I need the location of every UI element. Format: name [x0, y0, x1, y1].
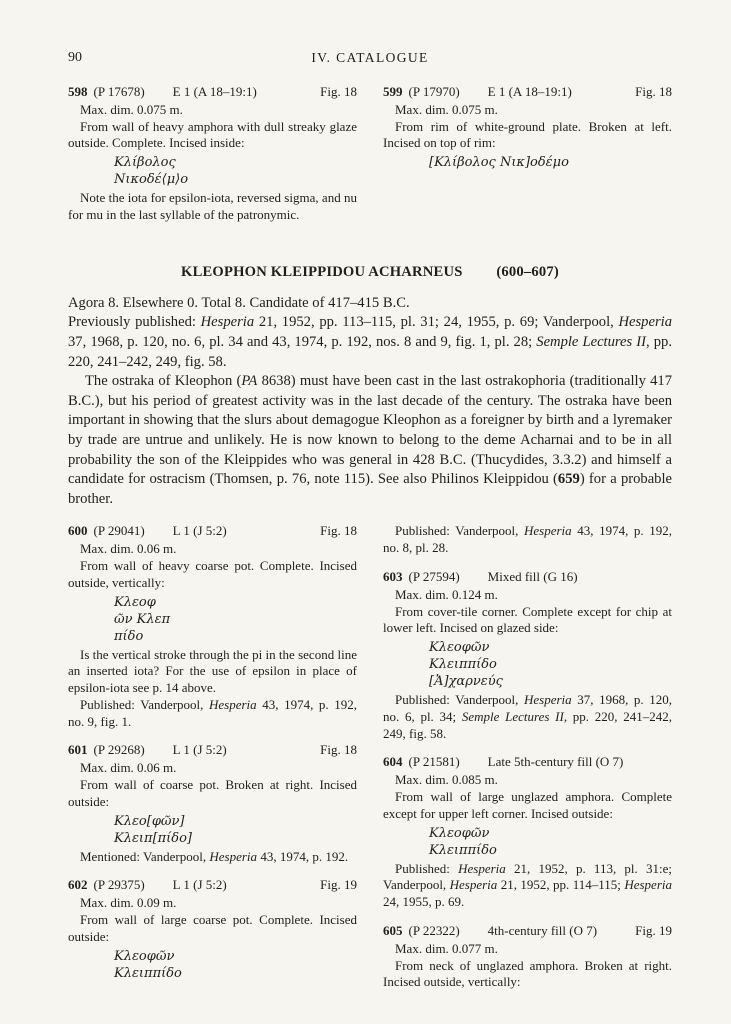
dimension-line: Max. dim. 0.085 m.: [395, 772, 498, 788]
lower-entries-section: [68, 523, 672, 991]
entry-heading: [383, 754, 672, 771]
publication-reference-continued: Published: Vanderpool, Hesperia 43, 1974, p. 192, no. 8, pl. 28.: [383, 523, 672, 556]
findspot-context: Late 5th-century fill (O 7): [487, 754, 624, 770]
inscription-line: Κλειππίδο: [429, 842, 497, 858]
catalogue-entry-599: [383, 84, 672, 171]
description: From wall of heavy amphora with dull streaky glaze outside. Complete. Incised inside:: [68, 118, 357, 151]
publication-reference: Published: Vanderpool, Hesperia 37, 1968, p. 120, no. 6, pl. 34; Semple Lectures II, pp. 220, 241–242, 249, fig. 58.: [383, 692, 672, 741]
commentary-paragraph: The ostraka of Kleophon (PA 8638) must have been cast in the last ostrakophoria (traditionally 417 B.C.), but his period of greatest activity was in the last decade of the century. The ostraka have been important in showing that the slurs about demagogue Kleophon as a foreigner by birth and a lyremaker by trade are untrue and unlikely. He is now known to belong to the deme Acharnai and to be in all probability the son of the Kleippides who was general in 428 B.C. (Thucydides, 3.3.2) and himself a candidate for ostracism (Thomsen, p. 76, note 115). See also Philinos Kleippidou (659) for a probable brother.: [68, 373, 673, 507]
section-introduction: [68, 294, 672, 510]
inscription-line: [Κλίβολος Νικ]οδέμο: [429, 155, 569, 171]
entry-number: 598: [68, 84, 88, 99]
figure-reference: Fig. 19: [320, 877, 357, 893]
dimension-line: Max. dim. 0.075 m.: [395, 101, 498, 117]
entry-heading: [383, 569, 672, 586]
dimension-line: Max. dim. 0.075 m.: [80, 101, 183, 117]
description: From wall of large unglazed amphora. Complete except for upper left corner. Incised outside:: [383, 789, 672, 821]
catalogue-entry-601: [68, 742, 357, 865]
dimension-line: Max. dim. 0.06 m.: [80, 760, 177, 776]
inscription-line: Κλεοφ: [114, 594, 156, 610]
entry-number: 603: [383, 568, 403, 584]
description: From rim of white-ground plate. Broken at left. Incised on top of rim:: [383, 118, 672, 151]
figure-reference: Fig. 18: [635, 84, 672, 99]
description: From cover-tile corner. Complete except for chip at lower left. Incised on glazed side:: [383, 603, 672, 636]
page-header: [68, 50, 672, 68]
catalogue-entry-600: [68, 523, 357, 730]
description: From wall of heavy coarse pot. Complete. Incised outside, vertically:: [68, 557, 357, 590]
entry-heading: [68, 84, 357, 101]
inscription-line: [Ἀ]χαρνεύς: [429, 674, 503, 690]
inscription-line: Κλεοφῶν: [429, 640, 490, 656]
previously-published-line: Previously published: Hesperia 21, 1952, pp. 113–115, pl. 31; 24, 1955, p. 69; Vanderpool, Hesperia 37, 1968, p. 120, no. 6, pl. 34 and 43, 1974, p. 192, nos. 8 and 9, fig. 1, pl. 28; Semple Lectures II, pp. 220, 241–242, 249, fig. 58.: [68, 314, 672, 370]
inscription-line: Νικοδέ⟨μ⟩ο: [114, 172, 189, 188]
lower-left-column: [68, 523, 357, 983]
catalogue-entry-602: [68, 877, 357, 981]
description: From wall of large coarse pot. Complete. Incised outside:: [68, 912, 357, 944]
commentary-note: Note the iota for epsilon-iota, reversed sigma, and nu for mu in the last syllable of the patronymic.: [68, 190, 357, 222]
publication-reference: Mentioned: Vanderpool, Hesperia 43, 1974, p. 192.: [80, 848, 349, 864]
lower-right-column: [383, 523, 672, 991]
inventory-number: (P 17678): [93, 84, 145, 99]
entry-heading: [68, 742, 357, 759]
greek-inscription: [114, 594, 357, 645]
inventory-number: (P 29268): [93, 742, 145, 758]
findspot-context: 4th-century fill (O 7): [487, 923, 598, 939]
inscription-line: Κλειπ[πίδο]: [114, 830, 193, 846]
section-title-text: KLEOPHON KLEIPPIDOU ACHARNEUS: [181, 263, 463, 280]
description: From neck of unglazed amphora. Broken at right. Incised outside, vertically:: [383, 957, 672, 990]
dimension-line: Max. dim. 0.09 m.: [80, 895, 177, 911]
greek-inscription: [429, 639, 672, 690]
figure-reference: Fig. 18: [320, 742, 357, 758]
greek-inscription: [114, 813, 357, 847]
running-title: IV. CATALOGUE: [311, 50, 429, 65]
findspot-context: E 1 (A 18–19:1): [172, 84, 257, 99]
section-kleophon: [68, 264, 672, 510]
section-heading: [68, 264, 672, 281]
inscription-line: πίδο: [114, 628, 144, 644]
greek-inscription: [429, 154, 672, 171]
entry-heading: [68, 523, 357, 540]
catalogue-entry-598: [68, 84, 357, 224]
catalogue-entry-604: [383, 754, 672, 911]
publication-reference: Published: Hesperia 21, 1952, p. 113, pl. 31:e; Vanderpool, Hesperia 21, 1952, pp. 114–115; Hesperia 24, 1955, p. 69.: [383, 860, 672, 910]
findspot-context: L 1 (J 5:2): [172, 742, 227, 758]
dimension-line: Max. dim. 0.06 m.: [80, 541, 177, 557]
greek-inscription: [429, 825, 672, 859]
inventory-number: (P 29375): [93, 877, 145, 893]
inventory-number: (P 27594): [408, 568, 460, 584]
inventory-number: (P 29041): [93, 523, 145, 539]
entry-heading: [383, 923, 672, 940]
dimension-line: Max. dim. 0.077 m.: [395, 940, 498, 956]
description: From wall of coarse pot. Broken at right. Incised outside:: [68, 777, 357, 809]
top-right-column: [383, 84, 672, 173]
inscription-line: Κλειππίδο: [114, 965, 182, 981]
figure-reference: Fig. 18: [320, 84, 357, 99]
book-page: [68, 50, 672, 991]
dimension-line: Max. dim. 0.124 m.: [395, 586, 498, 602]
findspot-context: L 1 (J 5:2): [172, 523, 227, 539]
inscription-line: Κλεοφῶν: [114, 948, 175, 964]
greek-inscription: [114, 948, 357, 982]
figure-reference: Fig. 18: [320, 523, 357, 539]
entry-number: 602: [68, 877, 88, 893]
inscription-line: ῶν Κλεπ: [114, 611, 171, 627]
entry-number: 605: [383, 923, 403, 939]
entry-heading: [68, 877, 357, 894]
findspot-context: Mixed fill (G 16): [487, 568, 578, 584]
greek-inscription: [114, 154, 357, 188]
inscription-line: Κλεο[φῶν]: [114, 813, 185, 829]
entry-heading: [383, 84, 672, 101]
entry-number: 600: [68, 523, 88, 539]
top-left-column: [68, 84, 357, 224]
inscription-line: Κλειππίδο: [429, 657, 497, 673]
findspot-context: L 1 (J 5:2): [172, 877, 227, 893]
entry-number: 601: [68, 742, 88, 758]
top-entries-section: [68, 84, 672, 224]
inscription-line: Κλίβολος: [114, 155, 176, 171]
findspot-context: E 1 (A 18–19:1): [487, 84, 572, 99]
entry-number: 599: [383, 84, 403, 99]
publication-reference: Published: Vanderpool, Hesperia 43, 1974, p. 192, no. 9, fig. 1.: [68, 696, 357, 729]
commentary-note: Is the vertical stroke through the pi in the second line an inserted iota? For the use of epsilon in place of epsilon-iota see p. 14 above.: [68, 646, 357, 696]
summary-line: Agora 8. Elsewhere 0. Total 8. Candidate of 417–415 B.C.: [68, 294, 410, 311]
inscription-line: Κλεοφῶν: [429, 825, 490, 841]
page-number: 90: [68, 50, 82, 65]
inventory-number: (P 21581): [408, 754, 460, 770]
catalogue-entry-605: [383, 923, 672, 991]
catalogue-entry-603: [383, 569, 672, 743]
inventory-number: (P 17970): [408, 84, 460, 99]
entry-number: 604: [383, 754, 403, 770]
figure-reference: Fig. 19: [635, 923, 672, 939]
section-entry-range: (600–607): [496, 263, 559, 280]
inventory-number: (P 22322): [408, 923, 460, 939]
